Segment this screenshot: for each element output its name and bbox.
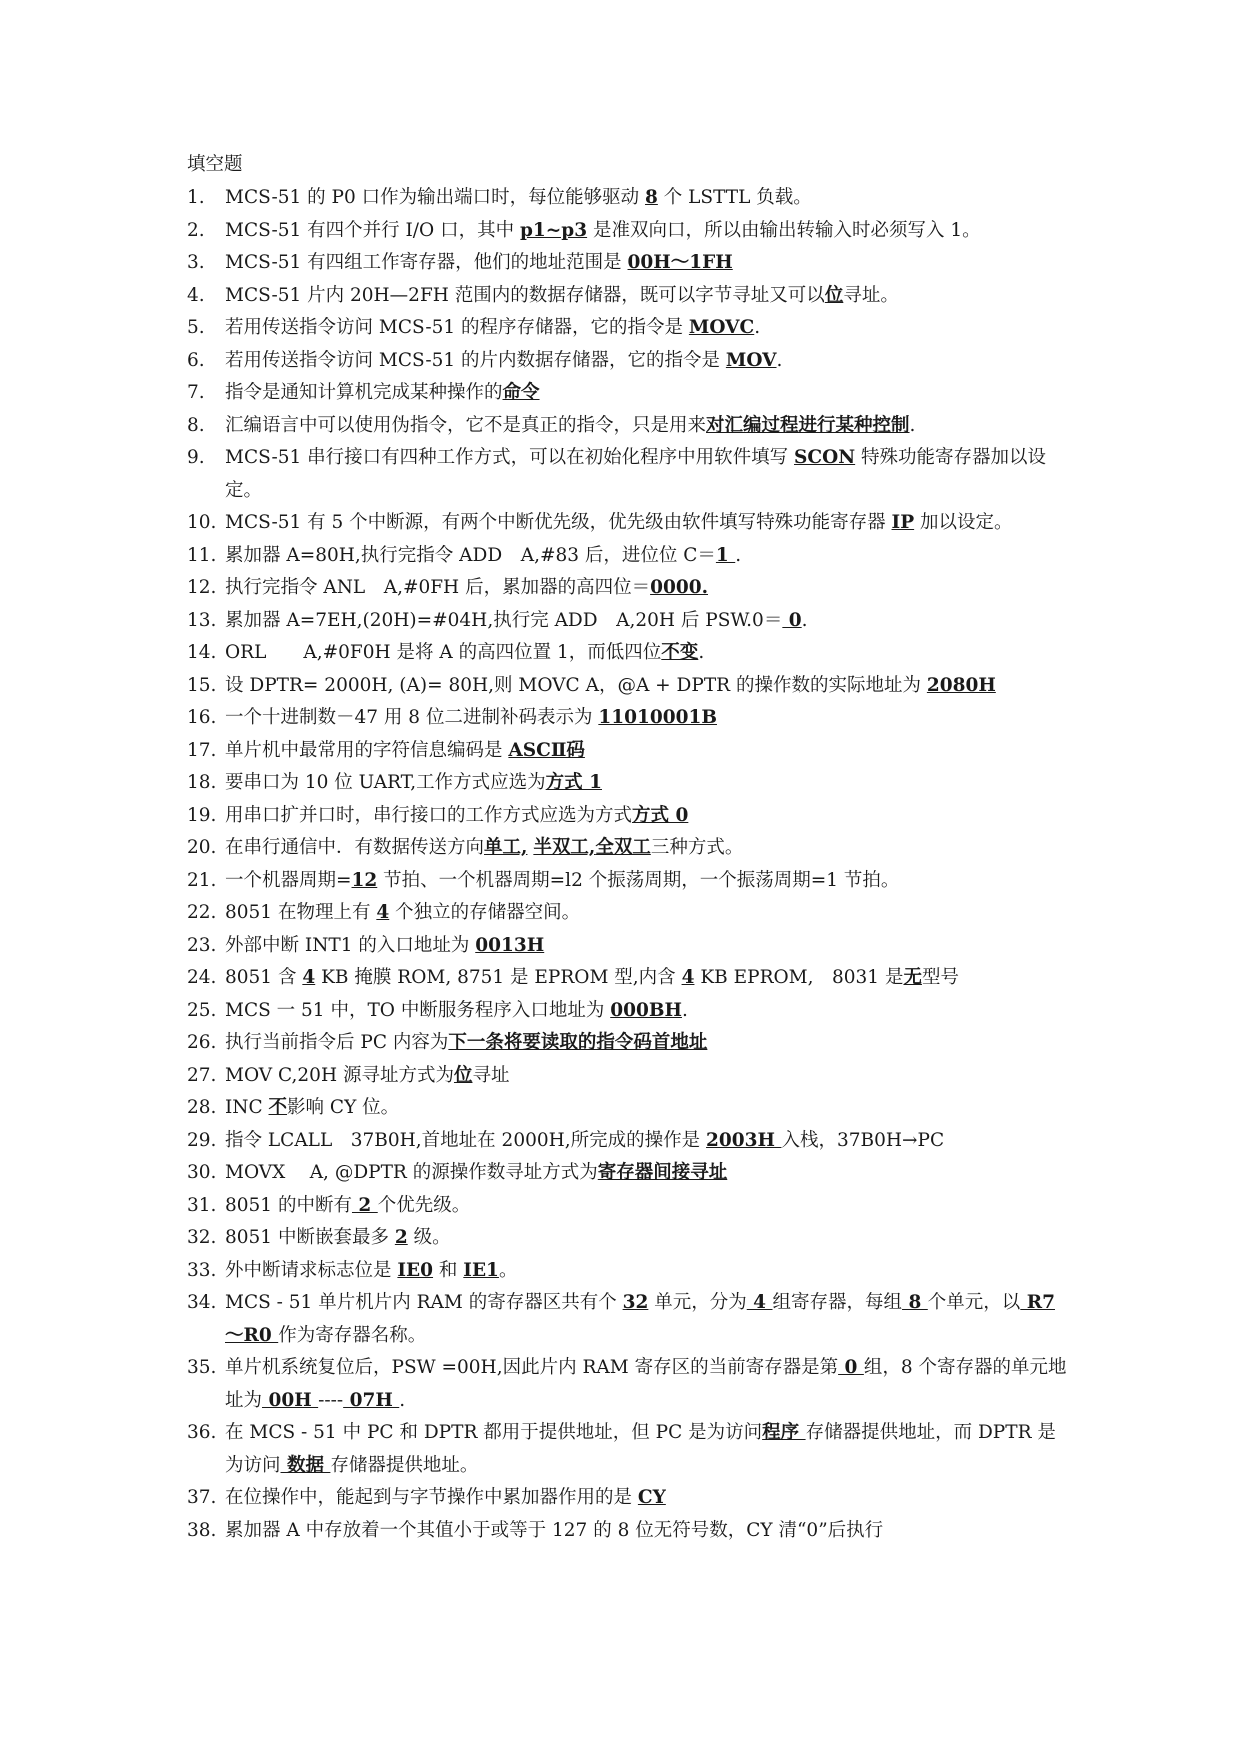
- question-text: [225, 832, 1067, 865]
- question-number: 34.: [187, 1292, 217, 1313]
- question-number: 6.: [187, 349, 205, 371]
- question-text-segment: MCS-51 的 P0 口作为输出端口时，每位能够驱动: [225, 187, 645, 208]
- question-text-segment: 节拍、一个机器周期=l2 个振荡周期，一个振荡周期=1 节拍。: [377, 869, 900, 891]
- question-item: [187, 312, 1067, 345]
- question-item: [187, 215, 1067, 248]
- answer-blank: 2080H: [926, 674, 996, 696]
- answer-blank: p1~p3: [519, 219, 588, 241]
- question-number: 13.: [187, 609, 217, 631]
- question-item: [187, 1190, 1067, 1223]
- answer-blank: 0: [838, 1357, 864, 1378]
- page-title: 填空题: [187, 154, 243, 175]
- question-number: 28.: [187, 1097, 217, 1118]
- question-item: [187, 832, 1067, 865]
- answer-blank: 位: [453, 1064, 473, 1086]
- question-text-segment: 累加器 A 中存放着一个其值小于或等于 127 的 8 位无符号数，CY 清“0”后执行: [225, 1519, 884, 1541]
- question-text: [225, 1060, 1067, 1093]
- question-number: 29.: [187, 1129, 217, 1151]
- answer-blank: 1: [715, 544, 736, 566]
- question-number: 18.: [187, 772, 217, 793]
- question-text: [225, 1125, 1067, 1158]
- question-text-segment: 作为寄存器名称。: [278, 1324, 427, 1346]
- question-number: 14.: [187, 642, 217, 663]
- question-text-segment: 执行完指令 ANL A,#0FH 后，累加器的高四位＝: [225, 577, 651, 598]
- question-number: 5.: [187, 317, 205, 338]
- question-text-segment: KB EPROM, 8031 是: [694, 967, 904, 988]
- question-text: [225, 1515, 1067, 1548]
- question-item: [187, 962, 1067, 995]
- question-number: 8.: [187, 414, 205, 436]
- answer-blank: 下一条将要读取的指令码首地址: [448, 1032, 708, 1053]
- answer-blank: 8: [644, 187, 658, 208]
- question-text: [225, 897, 1067, 930]
- question-text: [225, 637, 1067, 670]
- question-text-segment: 若用传送指令访问 MCS-51 的片内数据存储器，它的指令是: [225, 349, 726, 371]
- question-number: 9.: [187, 447, 205, 468]
- answer-blank: 对汇编过程进行某种控制: [706, 414, 910, 436]
- question-text-segment: 三种方式。: [650, 837, 744, 858]
- question-text-segment: 型号: [921, 967, 959, 988]
- question-item: [187, 1157, 1067, 1190]
- question-item: [187, 1255, 1067, 1288]
- question-text-segment: 单片机中最常用的字符信息编码是: [225, 739, 509, 761]
- question-text-segment: MCS-51 有四个并行 I/O 口，其中: [225, 219, 520, 241]
- question-text: [225, 865, 1067, 898]
- question-text: [225, 182, 1067, 215]
- answer-blank: MOV: [725, 349, 777, 371]
- question-text: [225, 1157, 1067, 1190]
- question-text: [225, 280, 1067, 313]
- question-item: [187, 702, 1067, 735]
- question-text-segment: 8051 中断嵌套最多: [225, 1227, 395, 1248]
- answer-blank: 2003H: [706, 1129, 782, 1151]
- question-number: 35.: [187, 1357, 217, 1378]
- question-text-segment: 汇编语言中可以使用伪指令，它不是真正的指令，只是用来: [225, 414, 707, 436]
- question-text-segment: 特殊功能寄存器加以设定。: [225, 447, 1047, 501]
- answer-blank: 00H: [262, 1389, 319, 1411]
- question-text-segment: 级。: [407, 1227, 451, 1248]
- answer-blank: ASCⅡ码: [508, 739, 585, 761]
- question-text: [225, 670, 1067, 703]
- question-text-segment: 寻址: [472, 1064, 510, 1086]
- answer-blank: 4: [681, 967, 695, 988]
- question-text: [225, 995, 1067, 1028]
- question-text: [225, 1092, 1067, 1125]
- question-number: 16.: [187, 707, 217, 728]
- question-text: [225, 1482, 1067, 1515]
- question-text-segment: 入栈，37B0H→PC: [781, 1129, 945, 1151]
- question-text-segment: ----: [318, 1389, 344, 1411]
- answer-blank: 4: [376, 902, 390, 923]
- question-list: [187, 182, 1067, 1547]
- question-item: [187, 800, 1067, 833]
- question-text: [225, 605, 1067, 638]
- question-text-segment: MCS-51 串行接口有四种工作方式，可以在初始化程序中用软件填写: [225, 447, 795, 468]
- question-item: [187, 897, 1067, 930]
- question-text-segment: INC: [225, 1097, 269, 1118]
- question-item: [187, 1092, 1067, 1125]
- question-text-segment: MCS-51 片内 20H—2FH 范围内的数据存储器，既可以字节寻址又可以: [225, 284, 825, 306]
- answer-blank: 4: [746, 1292, 773, 1313]
- question-item: [187, 182, 1067, 215]
- question-text: [225, 1287, 1067, 1352]
- answer-blank: 0000.: [650, 577, 709, 598]
- question-item: [187, 1125, 1067, 1158]
- question-text-segment: 外部中断 INT1 的入口地址为: [225, 934, 476, 956]
- question-text-segment: 一个十进制数－47 用 8 位二进制补码表示为: [225, 707, 599, 728]
- question-text: [225, 962, 1067, 995]
- question-text-segment: 组寄存器，每组: [772, 1292, 903, 1313]
- answer-blank: 不变: [661, 642, 699, 663]
- question-text-segment: 若用传送指令访问 MCS-51 的程序存储器，它的指令是: [225, 317, 689, 338]
- question-text-segment: 个优先级。: [377, 1194, 471, 1216]
- question-text-segment: 个独立的存储器空间。: [389, 902, 581, 923]
- question-item: [187, 767, 1067, 800]
- question-number: 25.: [187, 999, 217, 1021]
- question-text-segment: MCS-51 有四组工作寄存器，他们的地址范围是: [225, 252, 628, 273]
- answer-blank: 8: [902, 1292, 928, 1313]
- question-text-segment: 和: [433, 1259, 464, 1281]
- question-text-segment: .: [681, 999, 688, 1021]
- question-item: [187, 345, 1067, 378]
- question-text-segment: .: [754, 317, 761, 338]
- answer-blank: 数据: [280, 1454, 331, 1476]
- question-text: [225, 1417, 1067, 1482]
- question-number: 32.: [187, 1227, 217, 1248]
- answer-blank: 00H～1FH: [627, 252, 733, 273]
- question-text: [225, 507, 1067, 540]
- answer-blank: IE1: [463, 1259, 499, 1281]
- question-text: [225, 247, 1067, 280]
- answer-blank: 方式 0: [632, 804, 689, 826]
- question-number: 31.: [187, 1194, 217, 1216]
- question-number: 11.: [187, 544, 217, 566]
- question-number: 37.: [187, 1487, 217, 1508]
- answer-blank: IE0: [397, 1259, 434, 1281]
- question-text: [225, 572, 1067, 605]
- question-text: [225, 345, 1067, 378]
- question-number: 12.: [187, 577, 217, 598]
- answer-blank: SCON: [794, 447, 856, 468]
- question-text-segment: MOVX A, @DPTR 的源操作数寻址方式为: [225, 1162, 598, 1183]
- question-number: 30.: [187, 1162, 217, 1183]
- answer-blank: 07H: [343, 1389, 400, 1411]
- question-number: 27.: [187, 1064, 217, 1086]
- question-item: [187, 442, 1067, 507]
- answer-blank: 单工,: [484, 837, 528, 858]
- question-item: [187, 1222, 1067, 1255]
- answer-blank: MOVC: [688, 317, 755, 338]
- question-text: [225, 767, 1067, 800]
- question-text-segment: 一个机器周期=: [225, 869, 352, 891]
- question-text-segment: MCS - 51 单片机片内 RAM 的寄存器区共有个: [225, 1292, 623, 1313]
- question-number: 33.: [187, 1259, 217, 1281]
- question-text-segment: 要串口为 10 位 UART,工作方式应选为: [225, 772, 546, 793]
- question-item: [187, 540, 1067, 573]
- question-number: 38.: [187, 1519, 217, 1541]
- question-number: 1.: [187, 187, 205, 208]
- question-text-segment: 累加器 A=80H,执行完指令 ADD A,#83 后，进位位 C＝: [225, 544, 716, 566]
- question-text-segment: 累加器 A=7EH,(20H)=#04H,执行完 ADD A,20H 后 PSW.0＝: [225, 609, 783, 631]
- question-text: [225, 1222, 1067, 1255]
- question-number: 26.: [187, 1032, 217, 1053]
- question-text-segment: ORL A,#0F0H 是将 A 的高四位置 1，而低四位: [225, 642, 662, 663]
- question-text-segment: .: [801, 609, 808, 631]
- answer-blank: 11010001B: [598, 707, 717, 728]
- question-item: [187, 1027, 1067, 1060]
- answer-blank: CY: [637, 1487, 666, 1508]
- question-text-segment: MCS-51 有 5 个中断源，有两个中断优先级，优先级由软件填写特殊功能寄存器: [225, 512, 892, 533]
- question-item: [187, 247, 1067, 280]
- question-text: [225, 377, 1067, 410]
- question-text-segment: 在 MCS - 51 中 PC 和 DPTR 都用于提供地址，但 PC 是为访问: [225, 1422, 763, 1443]
- question-number: 10.: [187, 512, 217, 533]
- answer-blank: 不: [268, 1097, 288, 1118]
- question-text-segment: .: [698, 642, 705, 663]
- question-text: [225, 215, 1067, 248]
- question-item: [187, 930, 1067, 963]
- question-number: 17.: [187, 739, 217, 761]
- question-text-segment: 个 LSTTL 负载。: [657, 187, 812, 208]
- question-text: [225, 1352, 1067, 1417]
- answer-blank: 12: [351, 869, 378, 891]
- question-text: [225, 930, 1067, 963]
- answer-blank: 寄存器间接寻址: [597, 1162, 728, 1183]
- question-item: [187, 865, 1067, 898]
- question-text-segment: .: [776, 349, 783, 371]
- question-item: [187, 1287, 1067, 1352]
- question-number: 15.: [187, 674, 217, 696]
- question-text: [225, 735, 1067, 768]
- question-text-segment: 组，8 个寄存器的单元地址为: [225, 1357, 1067, 1411]
- question-text: [225, 442, 1067, 507]
- question-text-segment: 单片机系统复位后，PSW =00H,因此片内 RAM 寄存区的当前寄存器是第: [225, 1357, 839, 1378]
- answer-blank: 2: [394, 1227, 408, 1248]
- answer-blank: 半双工,: [533, 837, 596, 858]
- answer-blank: R7～R0: [225, 1292, 1055, 1346]
- question-text-segment: 执行当前指令后 PC 内容为: [225, 1032, 449, 1053]
- question-text-segment: MOV C,20H 源寻址方式为: [225, 1064, 454, 1086]
- question-text-segment: 在串行通信中．有数据传送方向: [225, 837, 485, 858]
- question-number: 20.: [187, 837, 217, 858]
- question-number: 24.: [187, 967, 217, 988]
- question-number: 7.: [187, 382, 205, 403]
- question-item: [187, 670, 1067, 703]
- question-text-segment: 用串口扩并口时，串行接口的工作方式应选为方式: [225, 804, 633, 826]
- question-text: [225, 312, 1067, 345]
- answer-blank: 4: [302, 967, 316, 988]
- answer-blank: 0: [782, 609, 802, 631]
- question-text-segment: 影响 CY 位。: [287, 1097, 400, 1118]
- question-item: [187, 995, 1067, 1028]
- answer-blank: 000BH: [610, 999, 682, 1021]
- question-item: [187, 280, 1067, 313]
- question-text-segment: 在位操作中，能起到与字节操作中累加器作用的是: [225, 1487, 638, 1508]
- question-text-segment: 外中断请求标志位是: [225, 1259, 398, 1281]
- question-text-segment: 寻址。: [843, 284, 899, 306]
- answer-blank: 2: [351, 1194, 378, 1216]
- question-number: 22.: [187, 902, 217, 923]
- question-item: [187, 637, 1067, 670]
- question-item: [187, 1515, 1067, 1548]
- question-text-segment: 。: [498, 1259, 518, 1281]
- question-number: 3.: [187, 252, 205, 273]
- answer-blank: 程序: [762, 1422, 806, 1443]
- question-number: 23.: [187, 934, 217, 956]
- question-text-segment: 指令是通知计算机完成某种操作的: [225, 382, 503, 403]
- question-text: [225, 540, 1067, 573]
- question-text-segment: 存储器提供地址。: [330, 1454, 479, 1476]
- answer-blank: 32: [622, 1292, 649, 1313]
- question-text: [225, 1190, 1067, 1223]
- question-text: [225, 800, 1067, 833]
- question-item: [187, 572, 1067, 605]
- question-text-segment: 指令 LCALL 37B0H,首地址在 2000H,所完成的操作是: [225, 1129, 707, 1151]
- question-number: 21.: [187, 869, 217, 891]
- question-text-segment: KB 掩膜 ROM, 8751 是 EPROM 型,内含: [315, 967, 682, 988]
- answer-blank: 命令: [502, 382, 540, 403]
- question-text: [225, 702, 1067, 735]
- question-text-segment: .: [399, 1389, 406, 1411]
- question-item: [187, 507, 1067, 540]
- answer-blank: 无: [903, 967, 922, 988]
- question-item: [187, 1352, 1067, 1417]
- question-item: [187, 1060, 1067, 1093]
- answer-blank: IP: [891, 512, 915, 533]
- question-text: [225, 1027, 1067, 1060]
- question-item: [187, 377, 1067, 410]
- question-text-segment: 8051 含: [225, 967, 303, 988]
- answer-blank: 0013H: [475, 934, 545, 956]
- question-text-segment: 个单元，以: [927, 1292, 1021, 1313]
- question-number: 19.: [187, 804, 217, 826]
- question-number: 36.: [187, 1422, 217, 1443]
- question-text-segment: 是准双向口，所以由输出转输入时必须写入 1。: [587, 219, 981, 241]
- question-text-segment: MCS 一 51 中，TO 中断服务程序入口地址为: [225, 999, 611, 1021]
- question-text-segment: 加以设定。: [914, 512, 1013, 533]
- question-number: 2.: [187, 219, 205, 241]
- answer-blank: 全双工: [595, 837, 651, 858]
- question-text: [225, 1255, 1067, 1288]
- question-item: [187, 410, 1067, 443]
- question-item: [187, 1482, 1067, 1515]
- question-item: [187, 605, 1067, 638]
- question-text-segment: 8051 在物理上有: [225, 902, 377, 923]
- question-text-segment: 存储器提供地址，而 DPTR 是为访问: [225, 1422, 1056, 1476]
- answer-blank: 位: [824, 284, 844, 306]
- question-item: [187, 1417, 1067, 1482]
- question-text: [225, 410, 1067, 443]
- question-text-segment: 设 DPTR= 2000H, (A)= 80H,则 MOVC A，@A + DPTR 的操作数的实际地址为: [225, 674, 927, 696]
- question-number: 4.: [187, 284, 205, 306]
- question-text-segment: .: [735, 544, 742, 566]
- question-text-segment: 8051 的中断有: [225, 1194, 352, 1216]
- answer-blank: 方式 1: [545, 772, 602, 793]
- question-text-segment: .: [909, 414, 916, 436]
- question-text-segment: 单元，分为: [648, 1292, 747, 1313]
- question-item: [187, 735, 1067, 768]
